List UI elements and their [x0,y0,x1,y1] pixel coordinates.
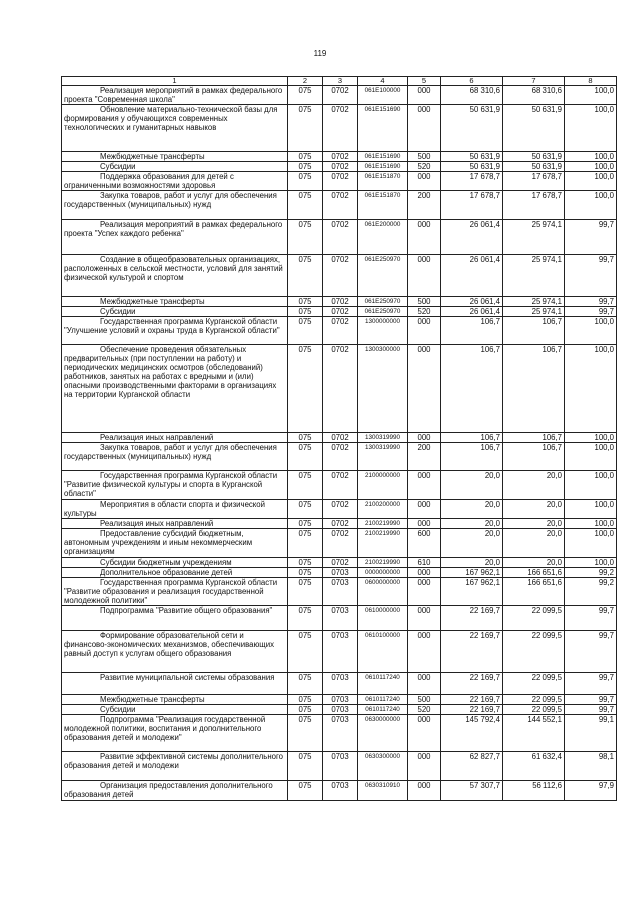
target-article-code: 2100219990 [358,558,408,568]
planned-amount: 20,0 [441,500,503,519]
target-article-code: 0610100000 [358,631,408,673]
execution-percent: 100,0 [565,529,617,558]
section-code: 0702 [323,297,358,307]
table-row [62,162,617,172]
target-article-code: 1300000000 [358,317,408,345]
execution-percent: 99,7 [565,220,617,255]
grbs-code: 075 [288,695,323,705]
execution-percent: 99,7 [565,631,617,673]
actual-amount: 20,0 [503,558,565,568]
grbs-code: 075 [288,162,323,172]
expense-type-code: 000 [408,752,441,781]
grbs-code: 075 [288,752,323,781]
table-row [62,606,617,631]
grbs-code: 075 [288,255,323,297]
expense-type-code: 000 [408,568,441,578]
expense-type-code: 610 [408,558,441,568]
grbs-code: 075 [288,105,323,152]
row-name: Развитие эффективной системы дополнительного образования детей и молодежи [62,752,288,781]
section-code: 0702 [323,86,358,105]
table-row [62,568,617,578]
planned-amount: 26 061,4 [441,255,503,297]
row-name: Формирование образовательной сети и финансово-экономических механизмов, обеспечивающих равный доступ к услугам общего образования [62,631,288,673]
execution-percent: 100,0 [565,162,617,172]
actual-amount: 22 099,5 [503,631,565,673]
grbs-code: 075 [288,631,323,673]
planned-amount: 20,0 [441,519,503,529]
row-name: Развитие муниципальной системы образования [62,673,288,695]
target-article-code: 061E100000 [358,86,408,105]
section-code: 0702 [323,152,358,162]
section-code: 0702 [323,471,358,500]
grbs-code: 075 [288,500,323,519]
table-row [62,705,617,715]
expense-type-code: 000 [408,631,441,673]
expense-type-code: 000 [408,105,441,152]
section-code: 0703 [323,631,358,673]
row-name: Подпрограмма "Реализация государственной молодежной политики, воспитания и дополнительного образования детей и молодежи" [62,715,288,752]
section-code: 0702 [323,433,358,443]
actual-amount: 106,7 [503,317,565,345]
grbs-code: 075 [288,673,323,695]
grbs-code: 075 [288,172,323,191]
planned-amount: 20,0 [441,471,503,500]
section-code: 0702 [323,558,358,568]
table-row [62,152,617,162]
table-row [62,519,617,529]
target-article-code: 061E250970 [358,307,408,317]
execution-percent: 100,0 [565,152,617,162]
planned-amount: 26 061,4 [441,297,503,307]
col-header: 4 [358,77,408,86]
row-name: Закупка товаров, работ и услуг для обеспечения государственных (муниципальных) нужд [62,443,288,471]
target-article-code: 0610117240 [358,695,408,705]
row-name: Реализация иных направлений [62,519,288,529]
section-code: 0703 [323,568,358,578]
section-code: 0702 [323,105,358,152]
grbs-code: 075 [288,297,323,307]
execution-percent: 100,0 [565,172,617,191]
expense-type-code: 000 [408,606,441,631]
planned-amount: 50 631,9 [441,162,503,172]
expense-type-code: 520 [408,307,441,317]
target-article-code: 061E250970 [358,297,408,307]
target-article-code: 061E151870 [358,191,408,220]
section-code: 0702 [323,317,358,345]
grbs-code: 075 [288,345,323,433]
actual-amount: 22 099,5 [503,695,565,705]
grbs-code: 075 [288,568,323,578]
actual-amount: 50 631,9 [503,162,565,172]
section-code: 0703 [323,752,358,781]
execution-percent: 100,0 [565,433,617,443]
row-name: Создание в общеобразовательных организациях, расположенных в сельской местности, условий для занятий физической культурой и спортом [62,255,288,297]
row-name: Межбюджетные трансферты [62,695,288,705]
target-article-code: 2100200000 [358,500,408,519]
target-article-code: 0000000000 [358,568,408,578]
row-name: Государственная программа Курганской области "Улучшение условий и охраны труда в Курганской области" [62,317,288,345]
section-code: 0702 [323,345,358,433]
target-article-code: 2100219990 [358,519,408,529]
table-row [62,317,617,345]
row-name: Государственная программа Курганской области "Развитие физической культуры и спорта в Курганской области" [62,471,288,500]
expense-type-code: 200 [408,191,441,220]
table-row [62,443,617,471]
target-article-code: 0610000000 [358,606,408,631]
grbs-code: 075 [288,152,323,162]
table-row [62,631,617,673]
section-code: 0702 [323,307,358,317]
target-article-code: 061E151690 [358,162,408,172]
row-name: Обновление материально-технической базы для формирования у обучающихся современных технологических и гуманитарных навыков [62,105,288,152]
grbs-code: 075 [288,86,323,105]
planned-amount: 167 962,1 [441,568,503,578]
actual-amount: 56 112,6 [503,781,565,801]
table-row [62,781,617,801]
row-name: Обеспечение проведения обязательных предварительных (при поступлении на работу) и периодических медицинских осмотров (обследований) работников, занятых на работах с вредными и (или) опасными производственными факторами в организациях на территории Курганской области [62,345,288,433]
section-code: 0702 [323,162,358,172]
table-row [62,172,617,191]
planned-amount: 26 061,4 [441,307,503,317]
row-name: Закупка товаров, работ и услуг для обеспечения государственных (муниципальных) нужд [62,191,288,220]
planned-amount: 22 169,7 [441,606,503,631]
row-name: Дополнительное образование детей [62,568,288,578]
actual-amount: 25 974,1 [503,255,565,297]
planned-amount: 62 827,7 [441,752,503,781]
expense-type-code: 520 [408,162,441,172]
planned-amount: 106,7 [441,317,503,345]
grbs-code: 075 [288,220,323,255]
col-header: 8 [565,77,617,86]
section-code: 0703 [323,781,358,801]
target-article-code: 061E200000 [358,220,408,255]
execution-percent: 100,0 [565,558,617,568]
col-header: 1 [62,77,288,86]
table-row [62,578,617,606]
expense-type-code: 000 [408,255,441,297]
planned-amount: 57 307,7 [441,781,503,801]
table-row [62,752,617,781]
target-article-code: 1300319990 [358,443,408,471]
execution-percent: 100,0 [565,191,617,220]
execution-percent: 99,2 [565,578,617,606]
table-row [62,500,617,519]
table-row [62,558,617,568]
target-article-code: 061E151870 [358,172,408,191]
actual-amount: 22 099,5 [503,705,565,715]
grbs-code: 075 [288,705,323,715]
expense-type-code: 000 [408,715,441,752]
table-row [62,307,617,317]
row-name: Межбюджетные трансферты [62,297,288,307]
table-row [62,695,617,705]
actual-amount: 106,7 [503,433,565,443]
expense-type-code: 000 [408,500,441,519]
target-article-code: 1300319990 [358,433,408,443]
section-code: 0702 [323,191,358,220]
section-code: 0702 [323,519,358,529]
expense-type-code: 000 [408,673,441,695]
actual-amount: 166 651,6 [503,568,565,578]
grbs-code: 075 [288,317,323,345]
col-header: 2 [288,77,323,86]
expense-type-code: 000 [408,433,441,443]
expense-type-code: 000 [408,519,441,529]
actual-amount: 20,0 [503,519,565,529]
planned-amount: 68 310,6 [441,86,503,105]
planned-amount: 22 169,7 [441,631,503,673]
expense-type-code: 200 [408,443,441,471]
grbs-code: 075 [288,606,323,631]
planned-amount: 20,0 [441,558,503,568]
planned-amount: 20,0 [441,529,503,558]
execution-percent: 100,0 [565,86,617,105]
target-article-code: 0630310910 [358,781,408,801]
expense-type-code: 520 [408,705,441,715]
expense-type-code: 000 [408,781,441,801]
section-code: 0703 [323,715,358,752]
expense-type-code: 500 [408,152,441,162]
actual-amount: 50 631,9 [503,152,565,162]
row-name: Государственная программа Курганской области "Развитие образования и реализация государственной молодежной политики" [62,578,288,606]
actual-amount: 17 678,7 [503,191,565,220]
col-header: 7 [503,77,565,86]
table-row [62,297,617,307]
row-name: Субсидии [62,307,288,317]
actual-amount: 106,7 [503,443,565,471]
grbs-code: 075 [288,558,323,568]
section-code: 0703 [323,695,358,705]
planned-amount: 17 678,7 [441,172,503,191]
actual-amount: 61 632,4 [503,752,565,781]
row-name: Межбюджетные трансферты [62,152,288,162]
execution-percent: 99,7 [565,307,617,317]
execution-percent: 100,0 [565,471,617,500]
planned-amount: 167 962,1 [441,578,503,606]
table-row [62,529,617,558]
target-article-code: 0630300000 [358,752,408,781]
grbs-code: 075 [288,715,323,752]
execution-percent: 99,7 [565,695,617,705]
actual-amount: 17 678,7 [503,172,565,191]
target-article-code: 1300300000 [358,345,408,433]
target-article-code: 0630000000 [358,715,408,752]
table-row [62,471,617,500]
expense-type-code: 000 [408,220,441,255]
section-code: 0702 [323,443,358,471]
col-header: 3 [323,77,358,86]
row-name: Предоставление субсидий бюджетным, автономным учреждениям и иным некоммерческим организациям [62,529,288,558]
execution-percent: 99,7 [565,255,617,297]
actual-amount: 20,0 [503,529,565,558]
planned-amount: 106,7 [441,433,503,443]
section-code: 0702 [323,220,358,255]
planned-amount: 50 631,9 [441,105,503,152]
actual-amount: 25 974,1 [503,297,565,307]
table-row [62,220,617,255]
grbs-code: 075 [288,307,323,317]
row-name: Субсидии [62,162,288,172]
table-row [62,105,617,152]
target-article-code: 0610117240 [358,705,408,715]
row-name: Реализация мероприятий в рамках федерального проекта "Успех каждого ребенка" [62,220,288,255]
grbs-code: 075 [288,433,323,443]
execution-percent: 99,2 [565,568,617,578]
row-name: Подпрограмма "Развитие общего образования" [62,606,288,631]
grbs-code: 075 [288,191,323,220]
table-row [62,715,617,752]
planned-amount: 50 631,9 [441,152,503,162]
target-article-code: 2100219990 [358,529,408,558]
execution-percent: 98,1 [565,752,617,781]
execution-percent: 100,0 [565,500,617,519]
actual-amount: 20,0 [503,500,565,519]
grbs-code: 075 [288,578,323,606]
actual-amount: 20,0 [503,471,565,500]
target-article-code: 061E151690 [358,105,408,152]
table-row [62,673,617,695]
expense-type-code: 500 [408,297,441,307]
budget-table [61,76,617,801]
expense-type-code: 000 [408,345,441,433]
expense-type-code: 000 [408,471,441,500]
section-code: 0703 [323,673,358,695]
target-article-code: 061E151690 [358,152,408,162]
section-code: 0703 [323,578,358,606]
column-number-row [62,77,617,86]
execution-percent: 100,0 [565,519,617,529]
target-article-code: 2100000000 [358,471,408,500]
row-name: Субсидии [62,705,288,715]
section-code: 0703 [323,705,358,715]
table-row [62,255,617,297]
actual-amount: 22 099,5 [503,606,565,631]
expense-type-code: 000 [408,317,441,345]
execution-percent: 100,0 [565,443,617,471]
section-code: 0702 [323,172,358,191]
actual-amount: 106,7 [503,345,565,433]
grbs-code: 075 [288,471,323,500]
col-header: 6 [441,77,503,86]
grbs-code: 075 [288,443,323,471]
grbs-code: 075 [288,781,323,801]
actual-amount: 68 310,6 [503,86,565,105]
row-name: Организация предоставления дополнительного образования детей [62,781,288,801]
planned-amount: 26 061,4 [441,220,503,255]
execution-percent: 99,7 [565,606,617,631]
expense-type-code: 500 [408,695,441,705]
section-code: 0702 [323,255,358,297]
expense-type-code: 000 [408,86,441,105]
expense-type-code: 000 [408,578,441,606]
execution-percent: 99,7 [565,705,617,715]
row-name: Реализация мероприятий в рамках федерального проекта "Современная школа" [62,86,288,105]
execution-percent: 100,0 [565,105,617,152]
planned-amount: 17 678,7 [441,191,503,220]
planned-amount: 106,7 [441,443,503,471]
table-row [62,86,617,105]
page-number: 119 [313,49,327,58]
planned-amount: 145 792,4 [441,715,503,752]
target-article-code: 061E250970 [358,255,408,297]
row-name: Поддержка образования для детей с ограниченными возможностями здоровья [62,172,288,191]
table-row [62,345,617,433]
expense-type-code: 600 [408,529,441,558]
table-row [62,191,617,220]
section-code: 0703 [323,606,358,631]
actual-amount: 25 974,1 [503,220,565,255]
planned-amount: 22 169,7 [441,695,503,705]
table-row [62,433,617,443]
row-name: Реализация иных направлений [62,433,288,443]
grbs-code: 075 [288,519,323,529]
col-header: 5 [408,77,441,86]
section-code: 0702 [323,529,358,558]
execution-percent: 100,0 [565,345,617,433]
execution-percent: 99,7 [565,297,617,307]
execution-percent: 100,0 [565,317,617,345]
execution-percent: 99,1 [565,715,617,752]
actual-amount: 166 651,6 [503,578,565,606]
planned-amount: 22 169,7 [441,705,503,715]
actual-amount: 25 974,1 [503,307,565,317]
actual-amount: 144 552,1 [503,715,565,752]
row-name: Мероприятия в области спорта и физической культуры [62,500,288,519]
row-name: Субсидии бюджетным учреждениям [62,558,288,568]
planned-amount: 22 169,7 [441,673,503,695]
target-article-code: 0600000000 [358,578,408,606]
target-article-code: 0610117240 [358,673,408,695]
grbs-code: 075 [288,529,323,558]
section-code: 0702 [323,500,358,519]
actual-amount: 50 631,9 [503,105,565,152]
execution-percent: 97,9 [565,781,617,801]
execution-percent: 99,7 [565,673,617,695]
planned-amount: 106,7 [441,345,503,433]
actual-amount: 22 099,5 [503,673,565,695]
expense-type-code: 000 [408,172,441,191]
